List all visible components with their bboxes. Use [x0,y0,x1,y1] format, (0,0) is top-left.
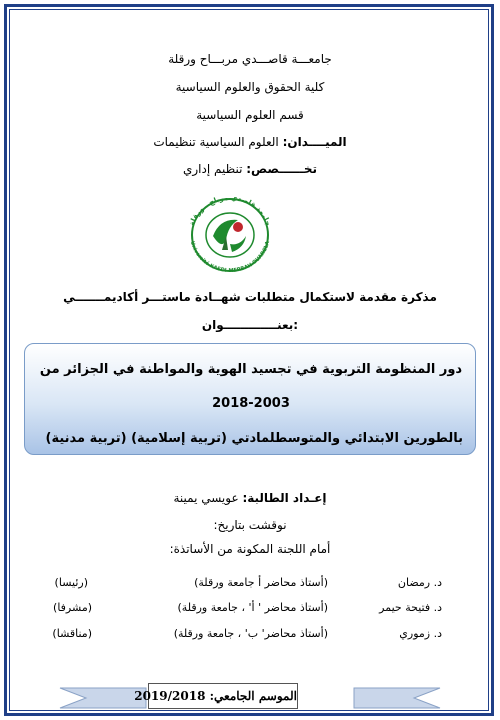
student-line [0,491,500,505]
committee-title-3: (أستاذ محاضر' ب' ، جامعة ورقلة) [173,627,328,640]
field-value: العلوم السياسية تنظيمات [153,135,283,149]
university-name: جامعـــة قاصـــدي مربـــاح ورقلة [168,52,332,66]
student-label: إعـداد الطالبة: [242,491,327,505]
specialty-line [0,162,500,176]
committee-title-1: (أستاذ محاضر أ جامعة ورقلة) [194,576,328,589]
title-heading: :بعنـــــــــــــوان [201,318,299,332]
thesis-title-line2: 2018-2003 [212,396,290,411]
faculty-name: كلية الحقوق والعلوم السياسية [175,80,325,94]
committee-name-1: د. رمضان [397,576,442,589]
committee-name-3: د. زموري [399,627,442,640]
committee-name-2: د. فتيحة حيمر [379,601,442,614]
student-name: عويسي يمينة [173,491,243,505]
memo-subtitle: مذكرة مقدمة لاستكمال متطلبات شهــادة ماستـــر أكاديمـــــــي [63,290,437,304]
field-line [0,135,500,149]
committee-title-2: (أستاذ محاضر ' أ' ، جامعة ورقلة) [177,601,328,614]
department-name: قسم العلوم السياسية [196,108,304,122]
committee-role-2: (مشرفا) [53,601,92,614]
defense-date-label: نوقشت بتاريخ: [213,518,287,532]
committee-label: أمام اللجنة المكونة من الأساتذة: [169,542,331,556]
thesis-title-box [24,343,476,455]
university-logo [180,190,280,276]
specialty-label: تخــــــصص: [246,162,317,176]
thesis-title-line1: دور المنظومة التربوية في تجسيد الهوية والمواطنة في الجزائر من [39,362,463,377]
specialty-value: تنظيم إداري [182,162,247,176]
committee-role-3: (مناقشا) [52,627,92,640]
logo-arabic-text: جامعة قاصدي مرباح . ورقلة [187,193,273,227]
thesis-title-line3: بالطورين الابتدائي والمتوسطلمادتي (تربية إسلامية) (تربية مدنية) [45,431,463,446]
logo-latin-text: Université KASDI-MERBAH OUARGLA [188,240,272,275]
academic-season: الموسم الجامعي: 2019/2018 [148,683,298,709]
committee-role-1: (رئيسا) [54,576,88,589]
field-label: الميــــدان: [282,135,347,149]
